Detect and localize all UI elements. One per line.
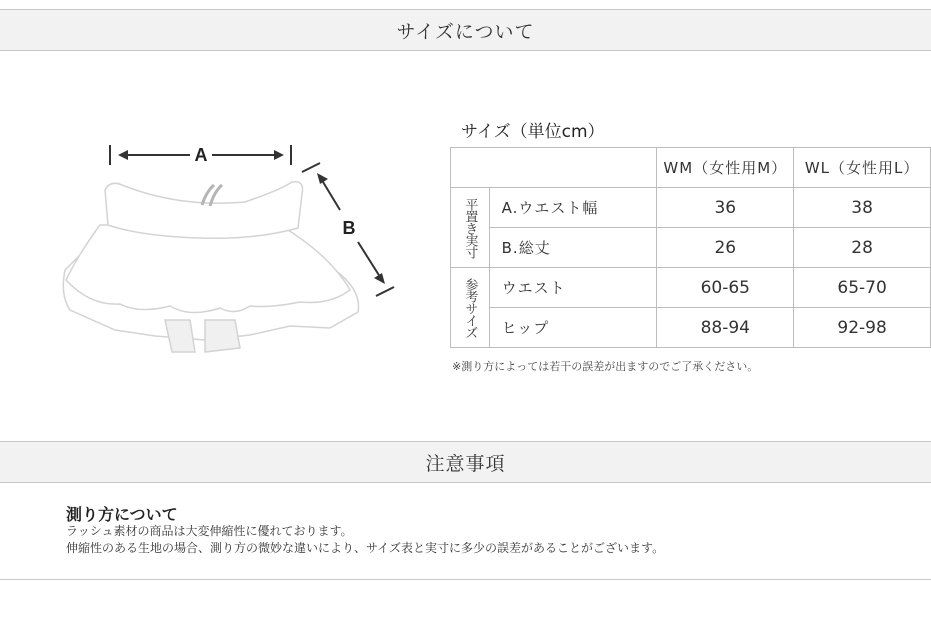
a-arrow-right-head (274, 150, 284, 160)
size-table-header-row (451, 148, 931, 188)
table-row (451, 308, 931, 348)
size-table (450, 147, 931, 348)
size-section-header (0, 9, 931, 51)
b-bottom-tick (376, 287, 394, 296)
row-label-total-length: B.総丈 (489, 228, 657, 268)
cell-wl-hip: 92-98 (794, 308, 931, 348)
size-table-note: ※測り方によっては若干の誤差が出ますのでご了承ください。 (452, 360, 759, 373)
measure-notes-heading: 測り方について (66, 505, 178, 524)
measure-notes-line-2: 伸縮性のある生地の場合、測り方の微妙な違いにより、サイズ表と実寸に多少の誤差があることがございます。 (66, 541, 665, 555)
column-header-wl: WL（女性用L） (794, 148, 931, 188)
b-arrow-top-head (317, 173, 328, 184)
skirt-measurement-diagram (30, 130, 420, 370)
cell-wm-waist: 60-65 (657, 268, 794, 308)
column-header-wm: WM（女性用M） (657, 148, 794, 188)
row-label-waist: ウエスト (489, 268, 657, 308)
skirt-inner-fold-left (165, 320, 195, 352)
cell-wm-hip: 88-94 (657, 308, 794, 348)
cell-wl-waist: 65-70 (794, 268, 931, 308)
notes-section-title: 注意事項 (425, 452, 506, 475)
table-row (451, 228, 931, 268)
bottom-divider (0, 579, 931, 580)
label-b: B (342, 218, 356, 238)
table-row (451, 188, 931, 228)
size-table-corner-cell (451, 148, 657, 188)
size-table-title: サイズ（単位cm） (461, 122, 605, 142)
skirt-inner-fold-right (205, 320, 240, 352)
label-a: A (194, 145, 208, 165)
cell-wl-waist-width: 38 (794, 188, 931, 228)
measure-notes-line-1: ラッシュ素材の商品は大変伸縮性に優れております。 (66, 524, 353, 538)
cell-wl-total-length: 28 (794, 228, 931, 268)
notes-section-header (0, 441, 931, 483)
table-row (451, 268, 931, 308)
a-arrow-left-head (118, 150, 128, 160)
skirt-illustration (63, 182, 358, 352)
b-arrow-bottom-line (358, 242, 382, 280)
group-label-reference: 参考サイズ (451, 268, 490, 348)
row-label-hip: ヒップ (489, 308, 657, 348)
b-top-tick (302, 163, 320, 172)
b-arrow-bottom-head (374, 273, 385, 284)
size-section-title: サイズについて (396, 20, 535, 43)
row-label-waist-width: A.ウエスト幅 (489, 188, 657, 228)
cell-wm-waist-width: 36 (657, 188, 794, 228)
group-label-actual: 平置き実寸 (451, 188, 490, 268)
skirt-waistband (105, 182, 303, 239)
cell-wm-total-length: 26 (657, 228, 794, 268)
